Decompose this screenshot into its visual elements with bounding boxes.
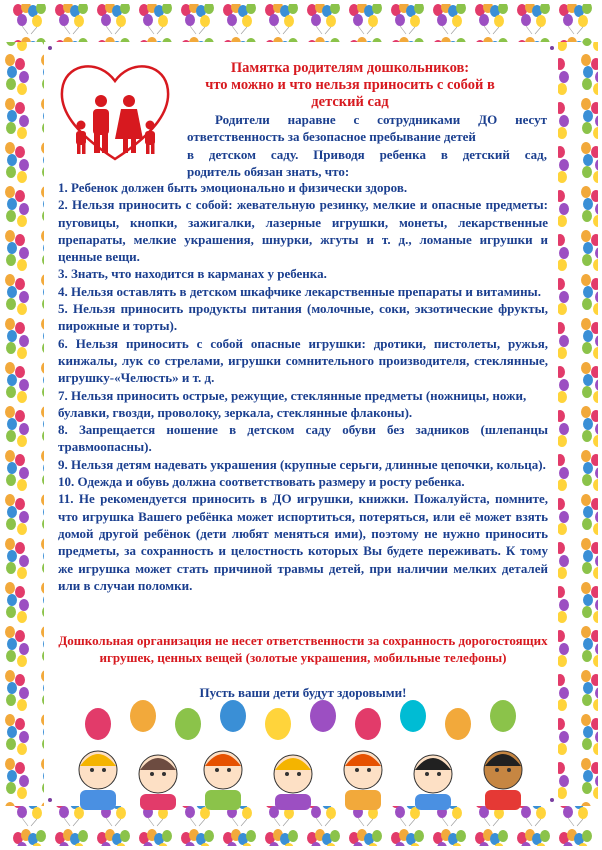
intro-line-4: родитель обязан знать, что:: [187, 163, 350, 179]
rule-item: 1. Ребенок должен быть эмоционально и физически здоров.: [58, 180, 408, 195]
intro-line-3: в детском саду. Приводя ребенка в детский сад,: [187, 146, 547, 162]
rule-item: 6. Нельзя приносить с собой опасные игрушки: дротики, пистолеты, ружья, кинжалы, лук со стрелами, игрушки сомнительного производителя, стеклянные, игрушку-«Челюсть» и т. д.: [58, 335, 548, 386]
rule-item: 3. Знать, что находится в карманах у ребенка.: [58, 266, 327, 282]
warning-note: Дошкольная организация не несет ответственности за сохранность дорогостоящих игрушек, ценных вещей (золотые украшения, мобильные телефоны): [58, 633, 548, 666]
kids-illustration: [58, 690, 548, 810]
page-title: [190, 60, 510, 111]
rule-item: 5. Нельзя приносить продукты питания (молочные, соки, экзотические фрукты, пирожные и торты).: [58, 301, 548, 334]
title-line-3: детский сад: [311, 94, 389, 110]
intro-paragraph: [187, 111, 547, 180]
rule-item: 11. Не рекомендуется приносить в ДО игрушки, книжки. Пожалуйста, помните, что игрушка Вашего ребёнка может испортиться, потеряться, или её может взять домой другой ребёнок (дети любят меняться ими), поэтому не нужно приносить предметы, за сохранность и целостность которых Вы будете переживать. К тому же игрушка может стать причиной травмы детей, при наличии мелких деталей или в случаи поломки.: [58, 491, 548, 593]
rule-item: булавки, гвозди, проволоку, зеркала, стеклянные флаконы).: [58, 404, 413, 420]
rules-list: [58, 179, 548, 594]
title-line-1: Памятка родителям дошкольников:: [230, 60, 470, 76]
rule-item: 8. Запрещается ношение в детском саду обуви без задников (шлепанцы травмоопасны).: [58, 422, 548, 455]
rule-item: 2. Нельзя приносить с собой: жевательную резинку, мелкие и опасные предметы: пуговицы, кнопки, зажигалки, лазерные игрушки, монеты, лекарственные препараты, мелкие украшения, шнурки, жгуты и т. д., ломаные игрушки и ценные вещи.: [58, 197, 548, 265]
title-line-2: что можно и что нельзя приносить с собой в: [205, 77, 495, 93]
rule-item: 7. Нельзя приносить острые, режущие, стеклянные предметы (ножницы, ножи,: [58, 387, 527, 403]
intro-line-1: Родители наравне с сотрудниками ДО несут: [215, 112, 547, 127]
closing-wish: Пусть ваши дети будут здоровыми!: [199, 685, 407, 700]
intro-line-2: ответственность за безопасное пребывание детей: [187, 129, 476, 145]
rule-item: 9. Нельзя детям надевать украшения (крупные серьги, длинные цепочки, кольца).: [58, 456, 546, 472]
family-heart-icon: [55, 55, 175, 175]
rule-item: 4. Нельзя оставлять в детском шкафчике лекарственные препараты и витамины.: [58, 283, 541, 299]
rule-item: 10. Одежда и обувь должна соответствовать размеру и росту ребенка.: [58, 474, 465, 490]
